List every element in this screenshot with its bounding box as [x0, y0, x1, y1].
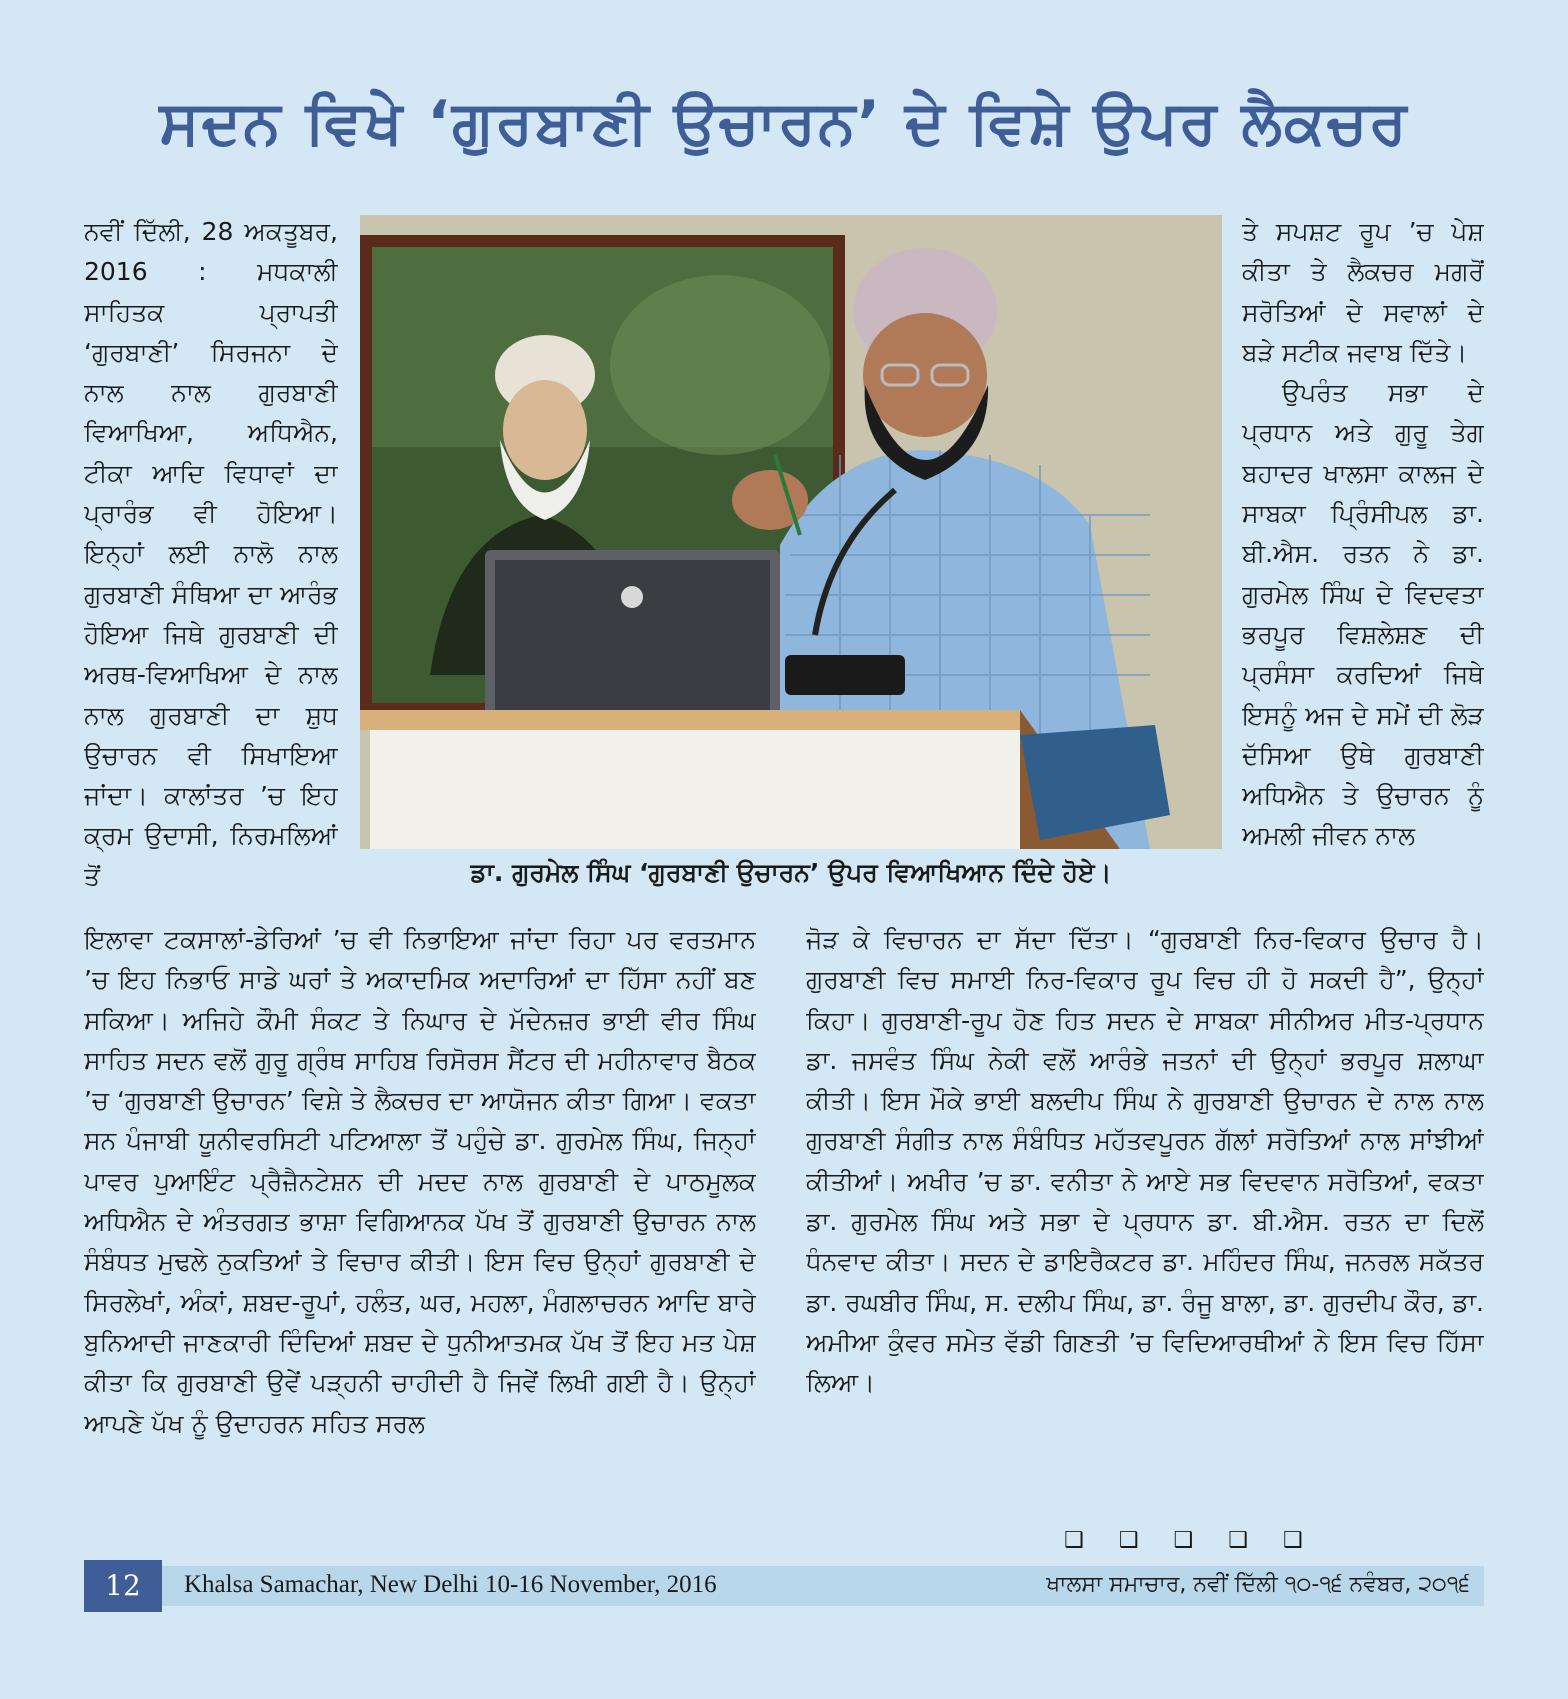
article-end-marks: ❑ ❑ ❑ ❑ ❑	[1064, 1528, 1317, 1553]
page-number: 12	[84, 1560, 162, 1612]
photo-caption: ਡਾ. ਗੁਰਮੇਲ ਸਿੰਘ ‘ਗੁਰਬਾਣੀ ਉਚਾਰਨ’ ਉਪਰ ਵਿਆਖਿਆਨ ਦਿੰਦੇ ਹੋਏ।	[470, 858, 1112, 887]
footer-publication-punjabi: ਖਾਲਸਾ ਸਮਾਚਾਰ, ਨਵੀਂ ਦਿੱਲੀ ੧੦-੧੬ ਨਵੰਬਰ, ੨੦੧੬	[1046, 1572, 1470, 1597]
lecture-photo	[360, 215, 1222, 849]
article-column-bottom-left	[84, 920, 756, 1540]
article-headline: ਸਦਨ ਵਿਖੇ ‘ਗੁਰਬਾਣੀ ਉਚਾਰਨ’ ਦੇ ਵਿਸ਼ੇ ਉਪਰ ਲੈਕਚਰ	[159, 88, 1409, 158]
article-paragraph-closing: ਜੋੜ ਕੇ ਵਿਚਾਰਨ ਦਾ ਸੱਦਾ ਦਿੱਤਾ। “ਗੁਰਬਾਣੀ ਨਿਰ-ਵਿਕਾਰ ਉਚਾਰ ਹੈ। ਗੁਰਬਾਣੀ ਵਿਚ ਸਮਾਈ ਨਿਰ-ਵਿਕਾਰ ਰੂਪ ਵਿਚ ਹੀ ਹੋ ਸਕਦੀ ਹੈ”, ਉਨ੍ਹਾਂ ਕਿਹਾ। ਗੁਰਬਾਣੀ-ਰੂਪ ਹੋਣ ਹਿਤ ਸਦਨ ਦੇ ਸਾਬਕਾ ਸੀਨੀਅਰ ਮੀਤ-ਪ੍ਰਧਾਨ ਡਾ. ਜਸਵੰਤ ਸਿੰਘ ਨੇਕੀ ਵਲੋਂ ਆਰੰਭੇ ਜਤਨਾਂ ਦੀ ਉਨ੍ਹਾਂ ਭਰਪੂਰ ਸ਼ਲਾਘਾ ਕੀਤੀ। ਇਸ ਮੌਕੇ ਭਾਈ ਬਲਦੀਪ ਸਿੰਘ ਨੇ ਗੁਰਬਾਣੀ ਉਚਾਰਨ ਦੇ ਨਾਲ ਨਾਲ ਗੁਰਬਾਣੀ ਸੰਗੀਤ ਨਾਲ ਸੰਬੰਧਿਤ ਮਹੱਤਵਪੂਰਨ ਗੱਲਾਂ ਸਰੋਤਿਆਂ ਨਾਲ ਸਾਂਝੀਆਂ ਕੀਤੀਆਂ। ਅਖੀਰ ’ਚ ਡਾ. ਵਨੀਤਾ ਨੇ ਆਏ ਸਭ ਵਿਦਵਾਨ ਸਰੋਤਿਆਂ, ਵਕਤਾ ਡਾ. ਗੁਰਮੇਲ ਸਿੰਘ ਅਤੇ ਸਭਾ ਦੇ ਪ੍ਰਧਾਨ ਡਾ. ਬੀ.ਐਸ. ਰਤਨ ਦਾ ਦਿਲੋਂ ਧੰਨਵਾਦ ਕੀਤਾ। ਸਦਨ ਦੇ ਡਾਇਰੈਕਟਰ ਡਾ. ਮਹਿੰਦਰ ਸਿੰਘ, ਜਨਰਲ ਸਕੱਤਰ ਡਾ. ਰਘਬੀਰ ਸਿੰਘ, ਸ. ਦਲੀਪ ਸਿੰਘ, ਡਾ. ਰੰਜੂ ਬਾਲਾ, ਡਾ. ਗੁਰਦੀਪ ਕੌਰ, ਡਾ. ਅਮੀਆ ਕੁੰਵਰ ਸਮੇਤ ਵੱਡੀ ਗਿਣਤੀ ’ਚ ਵਿਦਿਆਰਥੀਆਂ ਨੇ ਇਸ ਵਿਚ ਹਿੱਸਾ ਲਿਆ।	[806, 925, 1484, 1398]
page-footer	[84, 1566, 1484, 1606]
article-paragraph-president: ਉਪਰੰਤ ਸਭਾ ਦੇ ਪ੍ਰਧਾਨ ਅਤੇ ਗੁਰੂ ਤੇਗ ਬਹਾਦਰ ਖਾਲਸਾ ਕਾਲਜ ਦੇ ਸਾਬਕਾ ਪ੍ਰਿੰਸੀਪਲ ਡਾ. ਬੀ.ਐਸ. ਰਤਨ ਨੇ ਡਾ. ਗੁਰਮੇਲ ਸਿੰਘ ਦੇ ਵਿਦਵਤਾ ਭਰਪੂਰ ਵਿਸ਼ਲੇਸ਼ਣ ਦੀ ਪ੍ਰਸੰਸਾ ਕਰਦਿਆਂ ਜਿਥੇ ਇਸਨੂੰ ਅਜ ਦੇ ਸਮੇਂ ਦੀ ਲੋੜ ਦੱਸਿਆ ਉਥੇ ਗੁਰਬਾਣੀ ਅਧਿਐਨ ਤੇ ਉਚਾਰਨ ਨੂੰ ਅਮਲੀ ਜੀਵਨ ਨਾਲ	[1242, 378, 1484, 851]
article-column-right-top	[1242, 212, 1484, 914]
article-column-left-top	[84, 212, 338, 914]
article-column-bottom-right	[806, 920, 1484, 1504]
article-paragraph-response: ਤੇ ਸਪਸ਼ਟ ਰੂਪ ’ਚ ਪੇਸ਼ ਕੀਤਾ ਤੇ ਲੈਕਚਰ ਮਗਰੋਂ ਸਰੋਤਿਆਂ ਦੇ ਸਵਾਲਾਂ ਦੇ ਬੜੇ ਸਟੀਕ ਜਵਾਬ ਦਿੱਤੇ।	[1242, 217, 1484, 367]
article-paragraph-lecture: ਇਲਾਵਾ ਟਕਸਾਲਾਂ-ਡੇਰਿਆਂ ’ਚ ਵੀ ਨਿਭਾਇਆ ਜਾਂਦਾ ਰਿਹਾ ਪਰ ਵਰਤਮਾਨ ’ਚ ਇਹ ਨਿਭਾਓ ਸਾਡੇ ਘਰਾਂ ਤੇ ਅਕਾਦਮਿਕ ਅਦਾਰਿਆਂ ਦਾ ਹਿੱਸਾ ਨਹੀਂ ਬਣ ਸਕਿਆ। ਅਜਿਹੇ ਕੌਮੀ ਸੰਕਟ ਤੇ ਨਿਘਾਰ ਦੇ ਮੱਦੇਨਜ਼ਰ ਭਾਈ ਵੀਰ ਸਿੰਘ ਸਾਹਿਤ ਸਦਨ ਵਲੋਂ ਗੁਰੂ ਗ੍ਰੰਥ ਸਾਹਿਬ ਰਿਸੋਰਸ ਸੈਂਟਰ ਦੀ ਮਹੀਨਾਵਾਰ ਬੈਠਕ ’ਚ ‘ਗੁਰਬਾਣੀ ਉਚਾਰਨ’ ਵਿਸ਼ੇ ਤੇ ਲੈਕਚਰ ਦਾ ਆਯੋਜਨ ਕੀਤਾ ਗਿਆ। ਵਕਤਾ ਸਨ ਪੰਜਾਬੀ ਯੂਨੀਵਰਸਿਟੀ ਪਟਿਆਲਾ ਤੋਂ ਪਹੁੰਚੇ ਡਾ. ਗੁਰਮੇਲ ਸਿੰਘ, ਜਿਨ੍ਹਾਂ ਪਾਵਰ ਪੁਆਇੰਟ ਪ੍ਰੈਜ਼ੈਨਟੇਸ਼ਨ ਦੀ ਮਦਦ ਨਾਲ ਗੁਰਬਾਣੀ ਦੇ ਪਾਠਮੂਲਕ ਅਧਿਐਨ ਦੇ ਅੰਤਰਗਤ ਭਾਸ਼ਾ ਵਿਗਿਆਨਕ ਪੱਖ ਤੋਂ ਗੁਰਬਾਣੀ ਉਚਾਰਨ ਨਾਲ ਸੰਬੰਧਤ ਮੁਢਲੇ ਨੁਕਤਿਆਂ ਤੇ ਵਿਚਾਰ ਕੀਤੀ। ਇਸ ਵਿਚ ਉਨ੍ਹਾਂ ਗੁਰਬਾਣੀ ਦੇ ਸਿਰਲੇਖਾਂ, ਅੰਕਾਂ, ਸ਼ਬਦ-ਰੂਪਾਂ, ਹਲੰਤ, ਘਰ, ਮਹਲਾ, ਮੰਗਲਾਚਰਨ ਆਦਿ ਬਾਰੇ ਬੁਨਿਆਦੀ ਜਾਣਕਾਰੀ ਦਿੰਦਿਆਂ ਸ਼ਬਦ ਦੇ ਧੁਨੀਆਤਮਕ ਪੱਖ ਤੋਂ ਇਹ ਮਤ ਪੇਸ਼ ਕੀਤਾ ਕਿ ਗੁਰਬਾਣੀ ਉਵੇਂ ਪੜ੍ਹਨੀ ਚਾਹੀਦੀ ਹੈ ਜਿਵੇਂ ਲਿਖੀ ਗਈ ਹੈ। ਉਨ੍ਹਾਂ ਆਪਣੇ ਪੱਖ ਨੂੰ ਉਦਾਹਰਨ ਸਹਿਤ ਸਰਲ	[84, 925, 756, 1438]
footer-publication-english: Khalsa Samachar, New Delhi 10-16 November, 2016	[184, 1571, 717, 1598]
article-paragraph-intro: ਨਵੀਂ ਦਿੱਲੀ, 28 ਅਕਤੂਬਰ, 2016 : ਮਧਕਾਲੀ ਸਾਹਿਤਕ ਪ੍ਰਾਪਤੀ ‘ਗੁਰਬਾਣੀ’ ਸਿਰਜਨਾ ਦੇ ਨਾਲ ਨਾਲ ਗੁਰਬਾਣੀ ਵਿਆਖਿਆ, ਅਧਿਐਨ, ਟੀਕਾ ਆਦਿ ਵਿਧਾਵਾਂ ਦਾ ਪ੍ਰਾਰੰਭ ਵੀ ਹੋਇਆ। ਇਨ੍ਹਾਂ ਲਈ ਨਾਲੋ ਨਾਲ ਗੁਰਬਾਣੀ ਸੰਥਿਆ ਦਾ ਆਰੰਭ ਹੋਇਆ ਜਿਥੇ ਗੁਰਬਾਣੀ ਦੀ ਅਰਥ-ਵਿਆਖਿਆ ਦੇ ਨਾਲ ਨਾਲ ਗੁਰਬਾਣੀ ਦਾ ਸ਼ੁਧ ਉਚਾਰਨ ਵੀ ਸਿਖਾਇਆ ਜਾਂਦਾ। ਕਾਲਾਂਤਰ ’ਚ ਇਹ ਕ੍ਰਮ ਉਦਾਸੀ, ਨਿਰਮਲਿਆਂ ਤੋਂ	[84, 217, 338, 891]
